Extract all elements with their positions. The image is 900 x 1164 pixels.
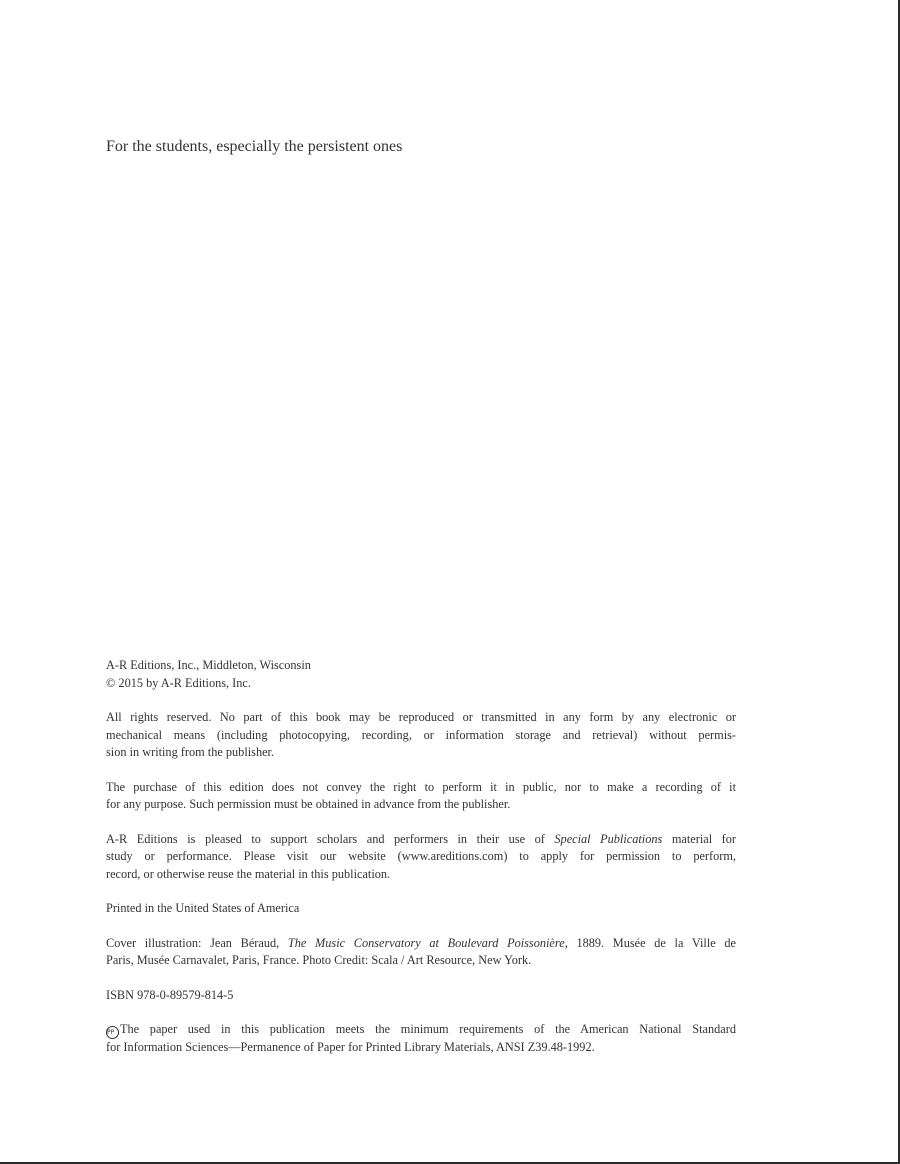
rights-line-3: sion in writing from the publisher. bbox=[106, 745, 275, 759]
rights-reserved bbox=[106, 709, 736, 762]
printed-in bbox=[106, 900, 736, 918]
support-line-2: study or performance. Please visit our website (www.areditions.com) to apply for permission to perform, bbox=[106, 849, 736, 863]
publisher-location: A-R Editions, Inc., Middleton, Wisconsin bbox=[106, 658, 311, 672]
cover-line-1 bbox=[106, 935, 736, 953]
cover-artwork-title: The Music Conservatory at Boulevard Poissonière bbox=[287, 935, 565, 950]
paper-line-1 bbox=[106, 1021, 736, 1039]
publisher-info bbox=[106, 657, 736, 692]
paper-notice bbox=[106, 1021, 736, 1057]
permanent-paper-icon: PP bbox=[106, 1026, 119, 1039]
rights-line-1: All rights reserved. No part of this book may be reproduced or transmitted in any form by any electronic or bbox=[106, 710, 736, 724]
purchase-line-2: for any purpose. Such permission must be obtained in advance from the publisher. bbox=[106, 797, 511, 811]
support-notice bbox=[106, 831, 736, 884]
support-line-1-end: material for bbox=[662, 831, 736, 846]
printed-in-text: Printed in the United States of America bbox=[106, 901, 300, 915]
isbn-text: ISBN 978-0-89579-814-5 bbox=[106, 987, 234, 1002]
rights-line-2: mechanical means (including photocopying, recording, or information storage and retrieval) without permis- bbox=[106, 727, 736, 742]
support-line-1-text: A-R Editions is pleased to support scholars and performers in their use of bbox=[106, 831, 555, 846]
support-line-3: record, or otherwise reuse the material in this publication. bbox=[106, 866, 391, 881]
copyright-notice: © 2015 by A-R Editions, Inc. bbox=[106, 675, 251, 690]
dedication: For the students, especially the persistent ones bbox=[106, 138, 403, 155]
cover-line-1-text: Cover illustration: Jean Béraud, bbox=[106, 935, 288, 950]
purchase-notice bbox=[106, 779, 736, 814]
cover-line-1-end: , 1889. Musée de la Ville de bbox=[564, 935, 737, 950]
cover-credit bbox=[106, 935, 736, 970]
support-line-1 bbox=[106, 831, 736, 849]
cover-line-2: Paris, Musée Carnavalet, Paris, France. Photo Credit: Scala / Art Resource, New York. bbox=[106, 953, 532, 967]
special-publications-title: Special Publications bbox=[554, 831, 663, 846]
paper-line-1-text: The paper used in this publication meets the minimum requirements of the American National Standard bbox=[120, 1022, 736, 1036]
paper-line-2: for Information Sciences—Permanence of Paper for Printed Library Materials, ANSI Z39.48-1992. bbox=[106, 1040, 595, 1054]
copyright-block bbox=[106, 657, 736, 1074]
purchase-line-1: The purchase of this edition does not convey the right to perform it in public, nor to make a recording of it bbox=[106, 779, 736, 794]
isbn bbox=[106, 987, 736, 1005]
